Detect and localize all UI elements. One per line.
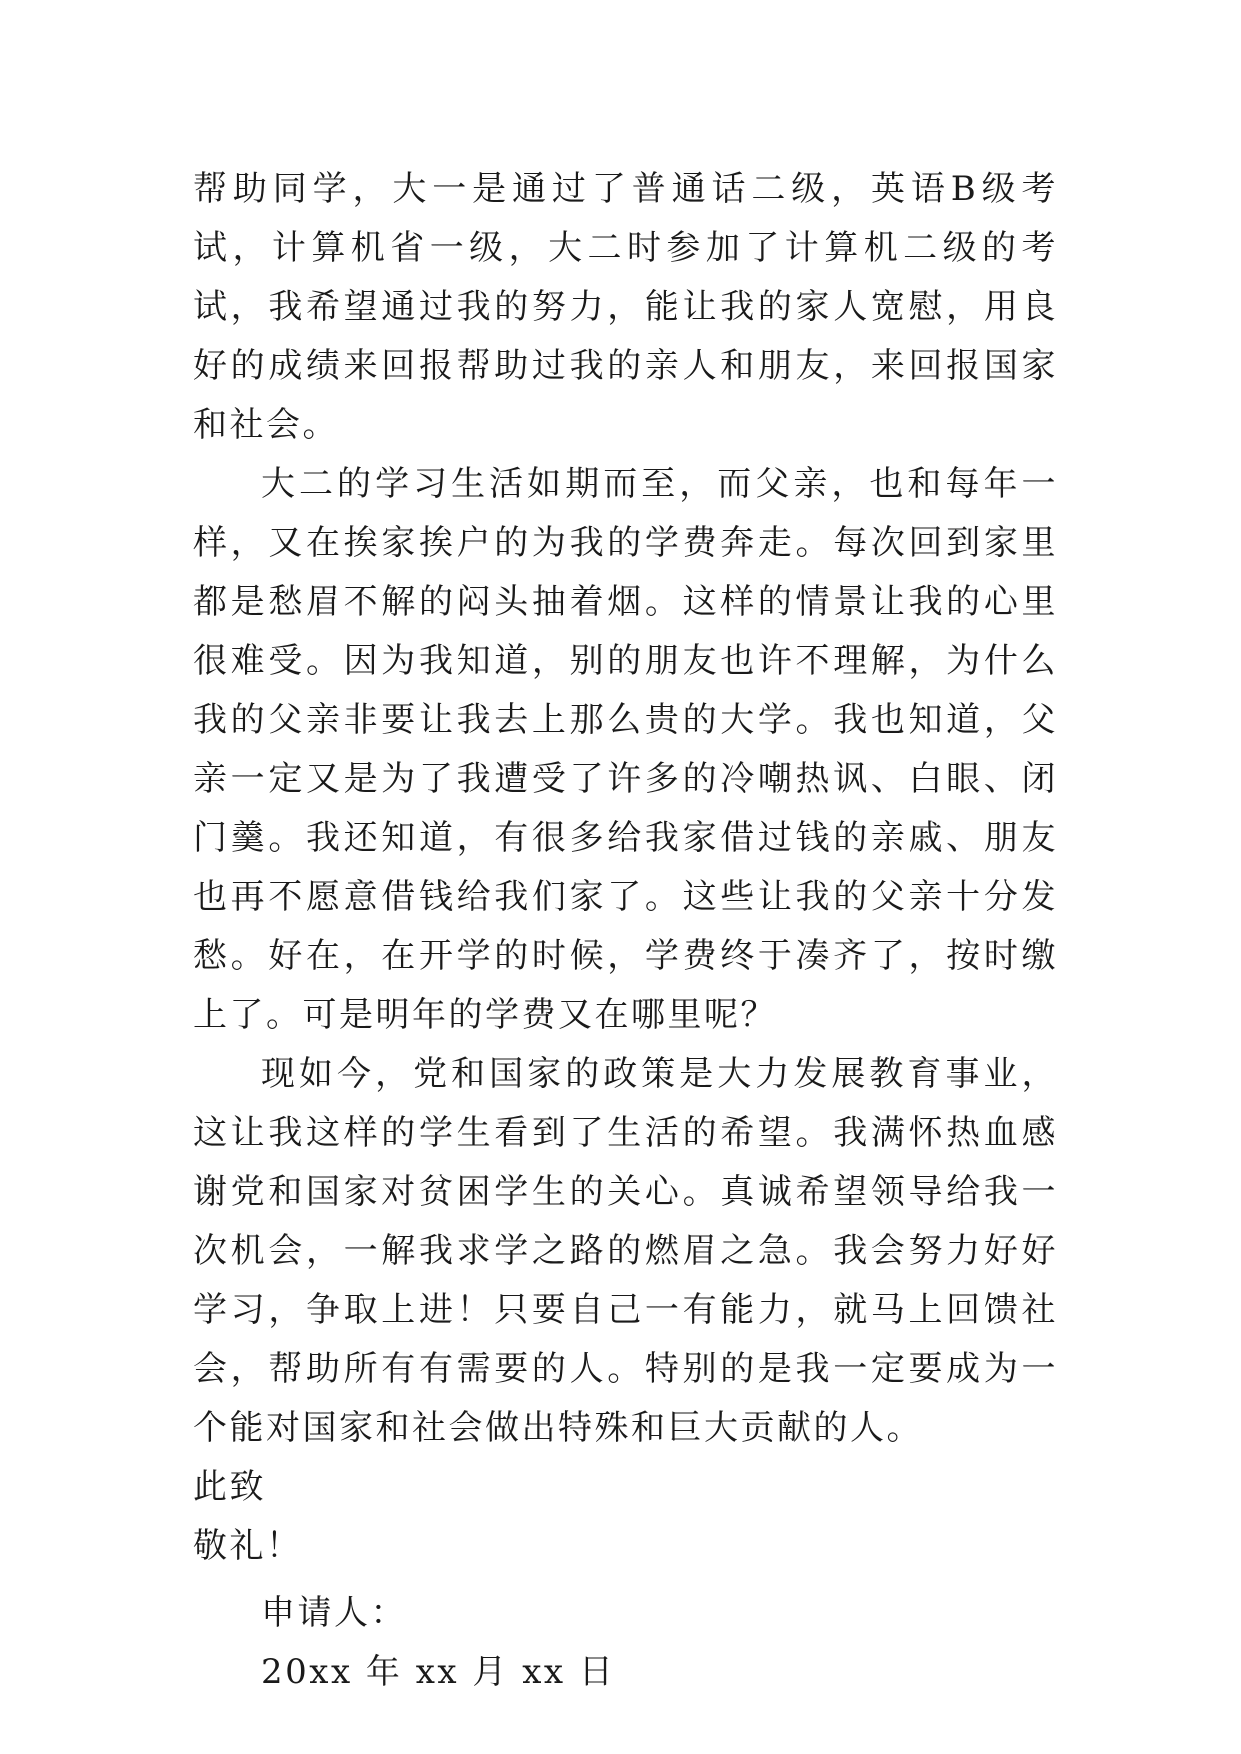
signer-label: 申请人： [261,1593,407,1633]
letter-body [193,160,1058,1702]
paragraph-continuation: 帮助同学，大一是通过了普通话二级，英语B级考试，计算机省一级，大二时参加了计算机二级的考试，我希望通过我的努力，能让我的家人宽慰，用良好的成绩来回报帮助过我的亲人和朋友，来回报国家和社会。 [193,169,1058,445]
paragraph-tuition-struggle: 大二的学习生活如期而至，而父亲，也和每年一样，又在挨家挨户的为我的学费奔走。每次回到家里都是愁眉不解的闷头抽着烟。这样的情景让我的心里很难受。因为我知道，别的朋友也许不理解，为什么我的父亲非要让我去上那么贵的大学。我也知道，父亲一定又是为了我遭受了许多的冷嘲热讽、白眼、闭门羹。我还知道，有很多给我家借过钱的亲戚、朋友也再不愿意借钱给我们家了。这些让我的父亲十分发愁。好在，在开学的时候，学费终于凑齐了，按时缴上了。可是明年的学费又在哪里呢？ [193,464,1058,1035]
date-line: 20xx 年 xx 月 xx 日 [261,1652,616,1692]
salutation: 敬礼！ [193,1526,303,1566]
paragraph-gratitude-request: 现如今，党和国家的政策是大力发展教育事业，这让我这样的学生看到了生活的希望。我满怀热血感谢党和国家对贫困学生的关心。真诚希望领导给我一次机会，一解我求学之路的燃眉之急。我会努力好好学习，争取上进！只要自己一有能力，就马上回馈社会，帮助所有有需要的人。特别的是我一定要成为一个能对国家和社会做出特殊和巨大贡献的人。 [193,1054,1058,1448]
closing-phrase: 此致 [193,1467,266,1507]
